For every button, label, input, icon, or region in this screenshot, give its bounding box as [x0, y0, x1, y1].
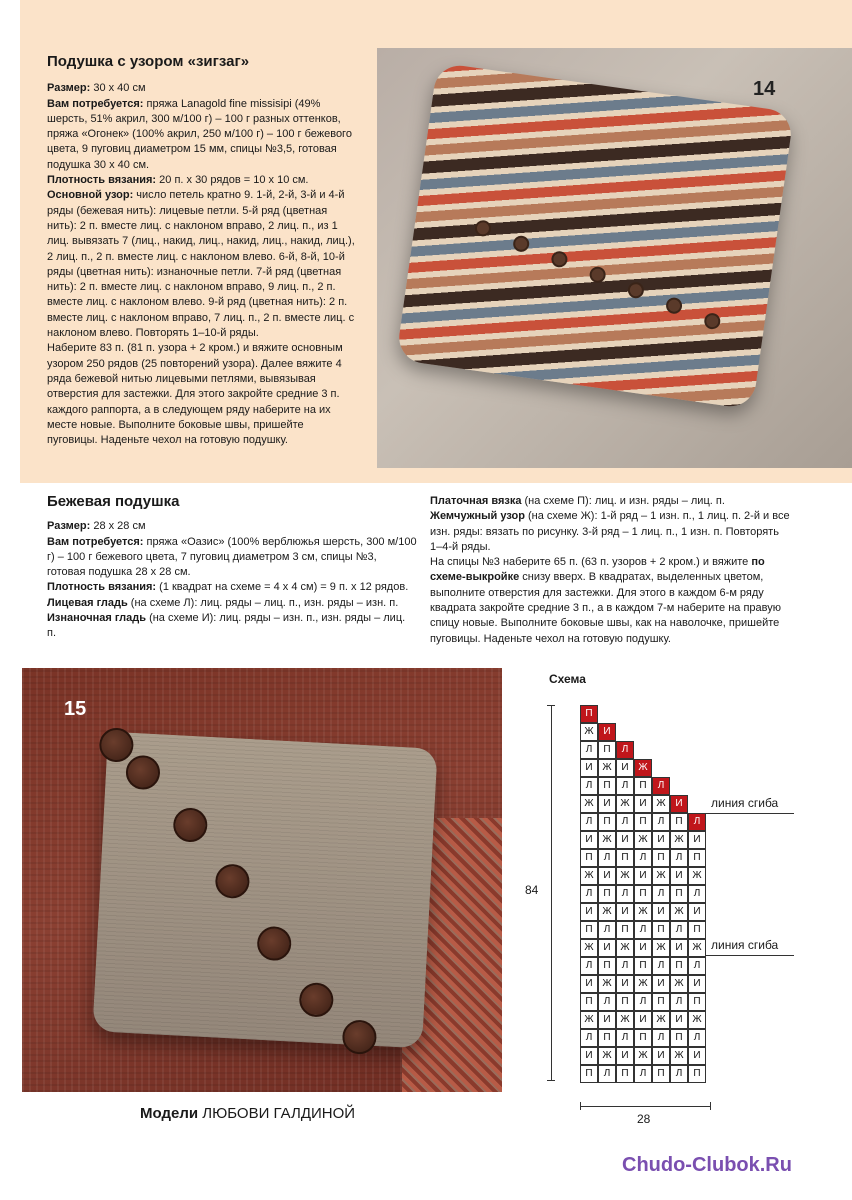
schema-cell: П: [670, 957, 688, 975]
schema-cell: И: [652, 903, 670, 921]
height-dimension-line: [551, 705, 552, 1080]
schema-cell: П: [652, 921, 670, 939]
schema-cell: И: [670, 939, 688, 957]
schema-cell: Ж: [580, 795, 598, 813]
schema-cell: И: [616, 975, 634, 993]
section2-size: Размер: 28 х 28 см: [47, 520, 146, 533]
watermark: Chudo-Clubok.Ru: [622, 1154, 792, 1176]
schema-cell: Ж: [652, 939, 670, 957]
section2-density: Плотность вязания: (1 квадрат на схеме = 4 х 4 см) = 9 п. х 12 рядов.: [47, 581, 409, 594]
schema-cell: И: [670, 1011, 688, 1029]
schema-cell: И: [616, 903, 634, 921]
schema-cell: П: [598, 777, 616, 795]
schema-cell: Ж: [670, 903, 688, 921]
caption: Модели ЛЮБОВИ ГАЛДИНОЙ: [140, 1105, 356, 1122]
button-icon: [298, 982, 334, 1018]
button-icon: [256, 926, 292, 962]
height-label: 84: [525, 883, 539, 897]
schema-cell: П: [670, 885, 688, 903]
schema-cell: И: [670, 795, 688, 813]
width-dimension-tick: [580, 1102, 581, 1110]
schema-cell: Л: [652, 1029, 670, 1047]
schema-cell: Ж: [688, 939, 706, 957]
schema-cell: Л: [634, 849, 652, 867]
schema-cell: П: [634, 813, 652, 831]
button-icon: [665, 297, 683, 315]
schema-cell: И: [688, 1047, 706, 1065]
schema-cell: П: [688, 921, 706, 939]
schema-cell: Ж: [688, 867, 706, 885]
schema-cell: Л: [616, 885, 634, 903]
schema-cell: Л: [580, 957, 598, 975]
schema-cell: И: [616, 1047, 634, 1065]
schema-cell: Л: [688, 1029, 706, 1047]
fold-line-2: [706, 955, 794, 956]
schema-title: Схема: [549, 672, 586, 686]
button-icon: [474, 219, 492, 237]
schema-cell: П: [580, 705, 598, 723]
schema-cell: П: [652, 849, 670, 867]
section1-title: Подушка с узором «зигзаг»: [47, 53, 250, 70]
schema-cell: П: [652, 1065, 670, 1083]
schema-cell: Л: [616, 957, 634, 975]
section2-purl-stitch: Изнаночная гладь (на схеме И): лиц. ряды – изн. п., изн. ряды – лиц. п.: [47, 612, 406, 640]
schema-cell: И: [598, 1011, 616, 1029]
section1-size: Размер: 30 x 40 см: [47, 82, 146, 95]
schema-cell: П: [598, 885, 616, 903]
section2-materials: Вам потребуется: пряжа «Оазис» (100% верблюжья шерсть, 300 м/100 г) – 100 г бежевого цвета, 7 пуговиц диаметром 3 см, спицы №3, готовая подушка 28 х 28 см.: [47, 535, 417, 579]
button-icon: [512, 235, 530, 253]
schema-cell: Ж: [580, 723, 598, 741]
section1-instructions: Наберите 83 п. (81 п. узора + 2 кром.) и вяжите основным узором 250 рядов (25 повторений узора). Далее вяжите 4 ряда бежевой нитью лицевыми петлями, вывязывая отверстия для застежки. Для этого закройте средние 3 п. каждого раппорта, а в следующем ряду наберите на их месте новые. Выполните боковые швы, пришейте пуговицы. Наденьте чехол на готовую подушку.: [47, 342, 343, 447]
schema-cell: П: [688, 1065, 706, 1083]
schema-cell: И: [652, 831, 670, 849]
fold-label-1: линия сгиба: [711, 796, 779, 810]
schema-cell: Ж: [598, 903, 616, 921]
schema-cell: Л: [670, 849, 688, 867]
schema-cell: И: [580, 903, 598, 921]
section1-text: [47, 54, 357, 448]
section1-materials: Вам потребуется: пряжа Lanagold fine missisipi (49% шерсть, 51% акрил, 300 м/100 г) – 100 г разных оттенков, пряжа «Огонек» (100% акрил, 250 м/100 г) – 100 г бежевого цвета, 9 пуговиц диаметром 15 мм, спицы №3,5, готовая подушка 30 х 40 см.: [47, 97, 352, 171]
schema-cell: Л: [598, 993, 616, 1011]
schema-cell: Ж: [616, 1011, 634, 1029]
schema-cell: П: [616, 993, 634, 1011]
schema-cell: И: [688, 903, 706, 921]
button-icon: [703, 312, 721, 330]
button-icon: [215, 863, 251, 899]
section2-pearl: Жемчужный узор (на схеме Ж): 1-й ряд – 1 изн. п., 1 лиц. п. 2-й и все изн. ряды: вязать по рисунку. 3-й ряд – 1 лиц. п., 1 изн. п. Повторять 1–4-й ряды.: [430, 510, 790, 553]
schema-cell: П: [616, 849, 634, 867]
schema-cell: Ж: [670, 1047, 688, 1065]
schema-cell: Л: [616, 777, 634, 795]
schema-cell: Л: [652, 885, 670, 903]
schema-cell: Ж: [652, 867, 670, 885]
schema-cell: П: [616, 1065, 634, 1083]
schema-cell: Л: [634, 1065, 652, 1083]
schema-cell: И: [580, 1047, 598, 1065]
section2-garter: Платочная вязка (на схеме П): лиц. и изн. ряды – лиц. п.: [430, 495, 725, 507]
schema-cell: Ж: [652, 795, 670, 813]
button-icon: [550, 250, 568, 268]
schema-cell: П: [598, 813, 616, 831]
button-icon: [99, 727, 135, 763]
schema-cell: Ж: [670, 831, 688, 849]
schema-cell: П: [652, 993, 670, 1011]
schema-cell: Ж: [634, 975, 652, 993]
schema-cell: Ж: [598, 975, 616, 993]
schema-cell: И: [634, 867, 652, 885]
schema-cell: Л: [580, 777, 598, 795]
schema-cell: Л: [688, 813, 706, 831]
section2-title: Бежевая подушка: [47, 493, 180, 510]
section2-face-stitch: Лицевая гладь (на схеме Л): лиц. ряды – лиц. п., изн. ряды – изн. п.: [47, 596, 399, 609]
schema-cell: Ж: [580, 1011, 598, 1029]
schema-cell: Ж: [580, 867, 598, 885]
schema-cell: И: [634, 939, 652, 957]
schema-cell: П: [634, 885, 652, 903]
schema-cell: Л: [634, 993, 652, 1011]
schema-cell: Ж: [634, 831, 652, 849]
schema-cell: И: [598, 867, 616, 885]
schema-cell: П: [580, 921, 598, 939]
schema-cell: Л: [580, 813, 598, 831]
photo-number: 15: [64, 698, 87, 720]
height-dimension-tick: [547, 705, 555, 706]
schema-cell: Ж: [580, 939, 598, 957]
section1-density: Плотность вязания: 20 п. х 30 рядов = 10 х 10 см.: [47, 174, 309, 187]
schema-cell: П: [634, 777, 652, 795]
schema-cell: П: [598, 1029, 616, 1047]
zigzag-pillow-image: [396, 62, 794, 409]
schema-cell: Л: [670, 1065, 688, 1083]
button-icon: [589, 266, 607, 284]
schema-cell: И: [598, 939, 616, 957]
schema-cell: Ж: [598, 831, 616, 849]
schema-cell: И: [634, 1011, 652, 1029]
schema-cell: Л: [598, 1065, 616, 1083]
width-dimension-tick: [710, 1102, 711, 1110]
schema-cell: Л: [580, 1029, 598, 1047]
section2-instructions: На спицы №3 наберите 65 п. (63 п. узоров + 2 кром.) и вяжите по схеме-выкройке снизу вверх. В квадратах, выделенных цветом, выполните отверстия для застежки. Для этого в каждом 6-м ряду квадрата закройте средние 3 п., а в каждом 7-м наберите на правую спицу новые. Выполните боковые швы, как на наволочке, пришейте пуговицы. Наденьте чехол на готовую подушку.: [430, 556, 781, 645]
schema-cell: Ж: [616, 939, 634, 957]
schema-cell: П: [688, 993, 706, 1011]
fold-label-2: линия сгиба: [711, 938, 779, 952]
schema-cell: И: [598, 795, 616, 813]
schema-cell: И: [598, 723, 616, 741]
schema-cell: Ж: [634, 1047, 652, 1065]
fold-line-1: [706, 813, 794, 814]
schema-cell: П: [634, 957, 652, 975]
zigzag-pillow-photo: [377, 48, 852, 468]
schema-cell: Ж: [616, 795, 634, 813]
schema-cell: П: [580, 1065, 598, 1083]
schema-cell: П: [634, 1029, 652, 1047]
schema-cell: И: [616, 831, 634, 849]
button-icon: [172, 807, 208, 843]
schema-cell: П: [670, 1029, 688, 1047]
schema-cell: Л: [580, 885, 598, 903]
schema-cell: И: [670, 867, 688, 885]
schema-cell: И: [688, 975, 706, 993]
section2-text-right: [430, 494, 794, 647]
schema-cell: Л: [652, 813, 670, 831]
section2-text-left: [47, 494, 417, 642]
schema-cell: И: [652, 1047, 670, 1065]
schema-cell: Л: [634, 921, 652, 939]
height-dimension-tick: [547, 1080, 555, 1081]
schema-cell: П: [580, 849, 598, 867]
schema-cell: Л: [670, 921, 688, 939]
schema-cell: Л: [652, 777, 670, 795]
schema-cell: Ж: [652, 1011, 670, 1029]
schema-cell: И: [580, 759, 598, 777]
schema-cell: И: [688, 831, 706, 849]
schema-cell: Ж: [598, 759, 616, 777]
schema-cell: П: [598, 741, 616, 759]
schema-cell: И: [580, 975, 598, 993]
schema-cell: И: [634, 795, 652, 813]
schema-cell: П: [616, 921, 634, 939]
schema-cell: И: [652, 975, 670, 993]
width-dimension-line: [580, 1106, 710, 1107]
schema-cell: П: [580, 993, 598, 1011]
schema-cell: Ж: [634, 759, 652, 777]
schema-cell: П: [670, 813, 688, 831]
beige-pillow-image: [92, 732, 437, 1049]
section1-pattern: Основной узор: число петель кратно 9. 1-й, 2-й, 3-й и 4-й ряды (бежевая нить): лицевые петли. 5-й ряд (цветная нить): 2 п. вместе лиц. с наклоном вправо, 2 лиц. п., из 1 лиц. вывязать 7 (лиц., накид, лиц., накид, лиц., накид, лиц.), 2 лиц. п., 2 п. вместе лиц. с наклоном влево. 6-й, 8-й, 10-й ряды (цветная нить): изнаночные петли. 7-й ряд (цветная нить): 2 п. вместе лиц. с наклоном вправо, 9 лиц. п., 2 п. вместе лиц. с наклоном влево. 9-й ряд (цветная нить): 2 п. вместе лиц. с наклоном вправо, 7 лиц. п., 2 п. вместе лиц. с наклоном влево. Повторять 1–10-й ряды.: [47, 189, 355, 340]
photo-number: 14: [753, 78, 776, 100]
schema-cell: П: [598, 957, 616, 975]
beige-pillow-photo: [22, 668, 502, 1092]
button-icon: [627, 281, 645, 299]
schema-cell: И: [616, 759, 634, 777]
schema-cell: Л: [598, 849, 616, 867]
schema-cell: Ж: [616, 867, 634, 885]
button-icon: [342, 1019, 378, 1055]
schema-cell: Л: [670, 993, 688, 1011]
schema-cell: Ж: [634, 903, 652, 921]
schema-cell: Л: [688, 885, 706, 903]
schema-cell: Ж: [598, 1047, 616, 1065]
schema-cell: Л: [598, 921, 616, 939]
schema-cell: П: [688, 849, 706, 867]
schema-cell: И: [580, 831, 598, 849]
schema-cell: Л: [688, 957, 706, 975]
schema-cell: Л: [616, 813, 634, 831]
schema-cell: Л: [580, 741, 598, 759]
schema-cell: Ж: [670, 975, 688, 993]
schema-cell: Л: [616, 1029, 634, 1047]
schema-cell: Л: [616, 741, 634, 759]
schema-cell: Ж: [688, 1011, 706, 1029]
button-icon: [125, 755, 161, 791]
schema-cell: Л: [652, 957, 670, 975]
width-label: 28: [637, 1112, 651, 1126]
